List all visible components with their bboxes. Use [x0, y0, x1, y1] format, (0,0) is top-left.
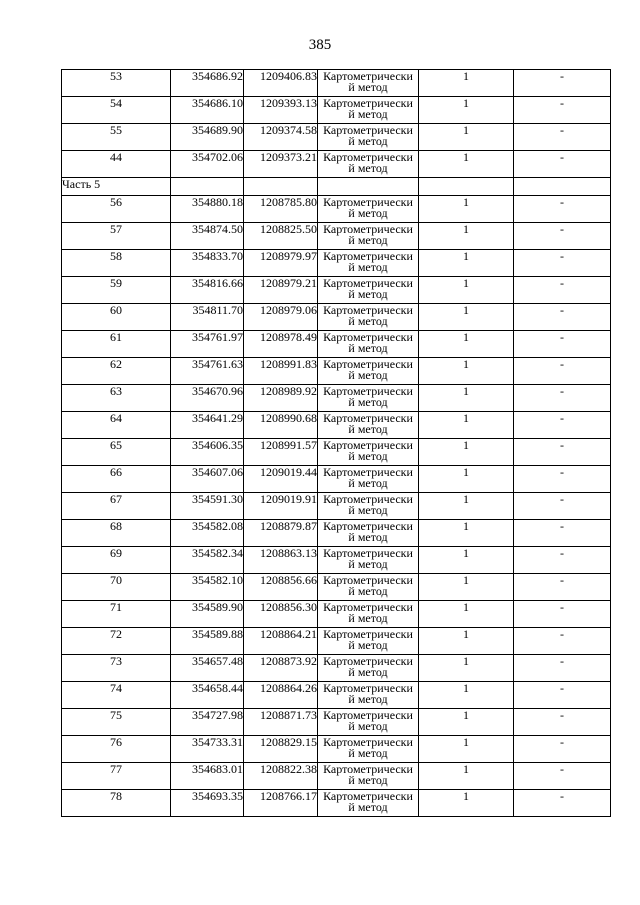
y-coordinate-cell: 1208978.49: [244, 331, 318, 358]
accuracy-cell: 1: [419, 250, 514, 277]
point-number-cell: 69: [62, 547, 171, 574]
table-row: [62, 124, 611, 151]
point-number-cell: 54: [62, 97, 171, 124]
method-line-1: Картометрически: [323, 654, 413, 668]
method-cell: [318, 736, 419, 763]
point-number-cell: 75: [62, 709, 171, 736]
accuracy-cell: 1: [419, 763, 514, 790]
description-cell: -: [514, 601, 611, 628]
method-line-1: Картометрически: [323, 276, 413, 290]
y-coordinate-cell: 1208979.06: [244, 304, 318, 331]
accuracy-cell: 1: [419, 547, 514, 574]
table-row: [62, 655, 611, 682]
y-coordinate-cell: 1208991.83: [244, 358, 318, 385]
method-cell: [318, 223, 419, 250]
x-coordinate-cell: 354582.10: [171, 574, 244, 601]
method-line-2: й метод: [348, 341, 388, 355]
description-cell: -: [514, 763, 611, 790]
x-coordinate-cell: 354689.90: [171, 124, 244, 151]
method-line-2: й метод: [348, 107, 388, 121]
table-row: [62, 196, 611, 223]
accuracy-cell: 1: [419, 70, 514, 97]
description-cell: -: [514, 196, 611, 223]
method-line-2: й метод: [348, 476, 388, 490]
empty-cell: [419, 178, 514, 196]
method-cell: [318, 412, 419, 439]
table-row: [62, 466, 611, 493]
description-cell: -: [514, 70, 611, 97]
method-cell: [318, 70, 419, 97]
y-coordinate-cell: 1209406.83: [244, 70, 318, 97]
method-line-1: Картометрически: [323, 735, 413, 749]
table-row: [62, 70, 611, 97]
description-cell: -: [514, 466, 611, 493]
method-line-2: й метод: [348, 584, 388, 598]
point-number-cell: 74: [62, 682, 171, 709]
description-cell: -: [514, 439, 611, 466]
accuracy-cell: 1: [419, 682, 514, 709]
x-coordinate-cell: 354589.90: [171, 601, 244, 628]
method-cell: [318, 547, 419, 574]
y-coordinate-cell: 1208822.38: [244, 763, 318, 790]
description-cell: -: [514, 574, 611, 601]
description-cell: -: [514, 331, 611, 358]
section-row: [62, 178, 611, 196]
y-coordinate-cell: 1208856.66: [244, 574, 318, 601]
point-number-cell: 72: [62, 628, 171, 655]
y-coordinate-cell: 1209374.58: [244, 124, 318, 151]
y-coordinate-cell: 1209019.91: [244, 493, 318, 520]
method-line-1: Картометрически: [323, 762, 413, 776]
accuracy-cell: 1: [419, 124, 514, 151]
point-number-cell: 67: [62, 493, 171, 520]
table-row: [62, 223, 611, 250]
y-coordinate-cell: 1208873.92: [244, 655, 318, 682]
table-row: [62, 601, 611, 628]
x-coordinate-cell: 354874.50: [171, 223, 244, 250]
method-cell: [318, 196, 419, 223]
point-number-cell: 59: [62, 277, 171, 304]
y-coordinate-cell: 1208825.50: [244, 223, 318, 250]
method-line-2: й метод: [348, 134, 388, 148]
accuracy-cell: 1: [419, 601, 514, 628]
x-coordinate-cell: 354683.01: [171, 763, 244, 790]
method-line-2: й метод: [348, 449, 388, 463]
method-line-1: Картометрически: [323, 249, 413, 263]
y-coordinate-cell: 1208990.68: [244, 412, 318, 439]
y-coordinate-cell: 1208863.13: [244, 547, 318, 574]
point-number-cell: 61: [62, 331, 171, 358]
table-row: [62, 331, 611, 358]
table-row: [62, 547, 611, 574]
description-cell: -: [514, 277, 611, 304]
table-row: [62, 151, 611, 178]
point-number-cell: 60: [62, 304, 171, 331]
accuracy-cell: 1: [419, 304, 514, 331]
y-coordinate-cell: 1208979.21: [244, 277, 318, 304]
point-number-cell: 44: [62, 151, 171, 178]
accuracy-cell: 1: [419, 277, 514, 304]
accuracy-cell: 1: [419, 574, 514, 601]
x-coordinate-cell: 354761.97: [171, 331, 244, 358]
method-cell: [318, 520, 419, 547]
point-number-cell: 70: [62, 574, 171, 601]
table-row: [62, 493, 611, 520]
method-cell: [318, 574, 419, 601]
x-coordinate-cell: 354816.66: [171, 277, 244, 304]
method-cell: [318, 655, 419, 682]
table-row: [62, 628, 611, 655]
method-line-2: й метод: [348, 746, 388, 760]
x-coordinate-cell: 354606.35: [171, 439, 244, 466]
description-cell: -: [514, 250, 611, 277]
point-number-cell: 63: [62, 385, 171, 412]
method-line-2: й метод: [348, 422, 388, 436]
accuracy-cell: 1: [419, 331, 514, 358]
point-number-cell: 71: [62, 601, 171, 628]
y-coordinate-cell: 1209019.44: [244, 466, 318, 493]
method-cell: [318, 331, 419, 358]
accuracy-cell: 1: [419, 439, 514, 466]
table-row: [62, 412, 611, 439]
y-coordinate-cell: 1208871.73: [244, 709, 318, 736]
point-number-cell: 76: [62, 736, 171, 763]
table-row: [62, 250, 611, 277]
point-number-cell: 73: [62, 655, 171, 682]
y-coordinate-cell: 1208766.17: [244, 790, 318, 817]
table-row: [62, 520, 611, 547]
method-line-1: Картометрически: [323, 708, 413, 722]
x-coordinate-cell: 354657.48: [171, 655, 244, 682]
method-cell: [318, 124, 419, 151]
description-cell: -: [514, 790, 611, 817]
point-number-cell: 66: [62, 466, 171, 493]
method-line-1: Картометрически: [323, 573, 413, 587]
point-number-cell: 65: [62, 439, 171, 466]
x-coordinate-cell: 354733.31: [171, 736, 244, 763]
method-line-1: Картометрически: [323, 519, 413, 533]
x-coordinate-cell: 354686.10: [171, 97, 244, 124]
point-number-cell: 77: [62, 763, 171, 790]
method-line-2: й метод: [348, 287, 388, 301]
method-line-1: Картометрически: [323, 492, 413, 506]
method-line-1: Картометрически: [323, 384, 413, 398]
table-row: [62, 682, 611, 709]
x-coordinate-cell: 354641.29: [171, 412, 244, 439]
table-row: [62, 97, 611, 124]
description-cell: -: [514, 628, 611, 655]
point-number-cell: 58: [62, 250, 171, 277]
method-line-2: й метод: [348, 161, 388, 175]
y-coordinate-cell: 1208864.26: [244, 682, 318, 709]
x-coordinate-cell: 354591.30: [171, 493, 244, 520]
method-line-2: й метод: [348, 395, 388, 409]
x-coordinate-cell: 354658.44: [171, 682, 244, 709]
description-cell: -: [514, 97, 611, 124]
description-cell: -: [514, 547, 611, 574]
method-line-1: Картометрически: [323, 357, 413, 371]
method-line-1: Картометрически: [323, 222, 413, 236]
description-cell: -: [514, 709, 611, 736]
accuracy-cell: 1: [419, 709, 514, 736]
description-cell: -: [514, 682, 611, 709]
accuracy-cell: 1: [419, 97, 514, 124]
method-line-1: Картометрически: [323, 546, 413, 560]
method-line-2: й метод: [348, 233, 388, 247]
y-coordinate-cell: 1208979.97: [244, 250, 318, 277]
method-line-1: Картометрически: [323, 330, 413, 344]
y-coordinate-cell: 1209373.21: [244, 151, 318, 178]
point-number-cell: 57: [62, 223, 171, 250]
method-cell: [318, 682, 419, 709]
method-cell: [318, 466, 419, 493]
accuracy-cell: 1: [419, 493, 514, 520]
section-label-cell: Часть 5: [62, 178, 171, 196]
method-line-2: й метод: [348, 368, 388, 382]
method-cell: [318, 628, 419, 655]
description-cell: -: [514, 151, 611, 178]
y-coordinate-cell: 1208856.30: [244, 601, 318, 628]
method-cell: [318, 763, 419, 790]
accuracy-cell: 1: [419, 196, 514, 223]
point-number-cell: 53: [62, 70, 171, 97]
description-cell: -: [514, 358, 611, 385]
method-cell: [318, 151, 419, 178]
x-coordinate-cell: 354702.06: [171, 151, 244, 178]
description-cell: -: [514, 304, 611, 331]
table-row: [62, 574, 611, 601]
method-line-2: й метод: [348, 80, 388, 94]
accuracy-cell: 1: [419, 466, 514, 493]
method-line-2: й метод: [348, 557, 388, 571]
method-line-2: й метод: [348, 530, 388, 544]
method-line-2: й метод: [348, 692, 388, 706]
method-line-2: й метод: [348, 206, 388, 220]
description-cell: -: [514, 412, 611, 439]
x-coordinate-cell: 354727.98: [171, 709, 244, 736]
method-line-2: й метод: [348, 638, 388, 652]
empty-cell: [318, 178, 419, 196]
table-row: [62, 439, 611, 466]
method-cell: [318, 250, 419, 277]
method-line-1: Картометрически: [323, 438, 413, 452]
method-line-2: й метод: [348, 800, 388, 814]
point-number-cell: 56: [62, 196, 171, 223]
accuracy-cell: 1: [419, 628, 514, 655]
point-number-cell: 78: [62, 790, 171, 817]
x-coordinate-cell: 354582.34: [171, 547, 244, 574]
method-cell: [318, 601, 419, 628]
x-coordinate-cell: 354607.06: [171, 466, 244, 493]
description-cell: -: [514, 385, 611, 412]
method-line-2: й метод: [348, 503, 388, 517]
accuracy-cell: 1: [419, 385, 514, 412]
y-coordinate-cell: 1209393.13: [244, 97, 318, 124]
method-line-1: Картометрически: [323, 600, 413, 614]
accuracy-cell: 1: [419, 790, 514, 817]
method-line-1: Картометрически: [323, 195, 413, 209]
description-cell: -: [514, 520, 611, 547]
x-coordinate-cell: 354833.70: [171, 250, 244, 277]
accuracy-cell: 1: [419, 151, 514, 178]
point-number-cell: 64: [62, 412, 171, 439]
y-coordinate-cell: 1208989.92: [244, 385, 318, 412]
method-cell: [318, 439, 419, 466]
method-line-2: й метод: [348, 665, 388, 679]
table-row: [62, 304, 611, 331]
accuracy-cell: 1: [419, 412, 514, 439]
method-line-1: Картометрически: [323, 96, 413, 110]
description-cell: -: [514, 655, 611, 682]
x-coordinate-cell: 354880.18: [171, 196, 244, 223]
method-line-1: Картометрически: [323, 303, 413, 317]
method-line-1: Картометрически: [323, 681, 413, 695]
method-line-2: й метод: [348, 773, 388, 787]
method-line-2: й метод: [348, 719, 388, 733]
table-row: [62, 736, 611, 763]
table-row: [62, 709, 611, 736]
method-cell: [318, 709, 419, 736]
table-row: [62, 277, 611, 304]
empty-cell: [244, 178, 318, 196]
method-line-1: Картометрически: [323, 465, 413, 479]
method-line-1: Картометрически: [323, 150, 413, 164]
method-cell: [318, 277, 419, 304]
method-cell: [318, 385, 419, 412]
y-coordinate-cell: 1208785.80: [244, 196, 318, 223]
y-coordinate-cell: 1208879.87: [244, 520, 318, 547]
x-coordinate-cell: 354670.96: [171, 385, 244, 412]
accuracy-cell: 1: [419, 520, 514, 547]
x-coordinate-cell: 354582.08: [171, 520, 244, 547]
empty-cell: [171, 178, 244, 196]
accuracy-cell: 1: [419, 736, 514, 763]
page-number: 385: [308, 37, 332, 53]
y-coordinate-cell: 1208991.57: [244, 439, 318, 466]
method-cell: [318, 790, 419, 817]
method-line-1: Картометрически: [323, 789, 413, 803]
table-row: [62, 790, 611, 817]
method-cell: [318, 358, 419, 385]
accuracy-cell: 1: [419, 655, 514, 682]
description-cell: -: [514, 736, 611, 763]
point-number-cell: 62: [62, 358, 171, 385]
table-row: [62, 358, 611, 385]
method-cell: [318, 304, 419, 331]
y-coordinate-cell: 1208864.21: [244, 628, 318, 655]
accuracy-cell: 1: [419, 358, 514, 385]
description-cell: -: [514, 493, 611, 520]
method-line-1: Картометрически: [323, 411, 413, 425]
method-cell: [318, 493, 419, 520]
coordinates-table-body: [62, 70, 611, 817]
description-cell: -: [514, 124, 611, 151]
y-coordinate-cell: 1208829.15: [244, 736, 318, 763]
point-number-cell: 68: [62, 520, 171, 547]
accuracy-cell: 1: [419, 223, 514, 250]
x-coordinate-cell: 354761.63: [171, 358, 244, 385]
x-coordinate-cell: 354693.35: [171, 790, 244, 817]
method-line-2: й метод: [348, 314, 388, 328]
table-row: [62, 385, 611, 412]
point-number-cell: 55: [62, 124, 171, 151]
x-coordinate-cell: 354811.70: [171, 304, 244, 331]
method-line-1: Картометрически: [323, 627, 413, 641]
description-cell: -: [514, 223, 611, 250]
coordinates-table: [61, 69, 611, 817]
x-coordinate-cell: 354589.88: [171, 628, 244, 655]
method-line-1: Картометрически: [323, 69, 413, 83]
method-cell: [318, 97, 419, 124]
method-line-2: й метод: [348, 260, 388, 274]
x-coordinate-cell: 354686.92: [171, 70, 244, 97]
empty-cell: [514, 178, 611, 196]
method-line-2: й метод: [348, 611, 388, 625]
table-row: [62, 763, 611, 790]
method-line-1: Картометрически: [323, 123, 413, 137]
